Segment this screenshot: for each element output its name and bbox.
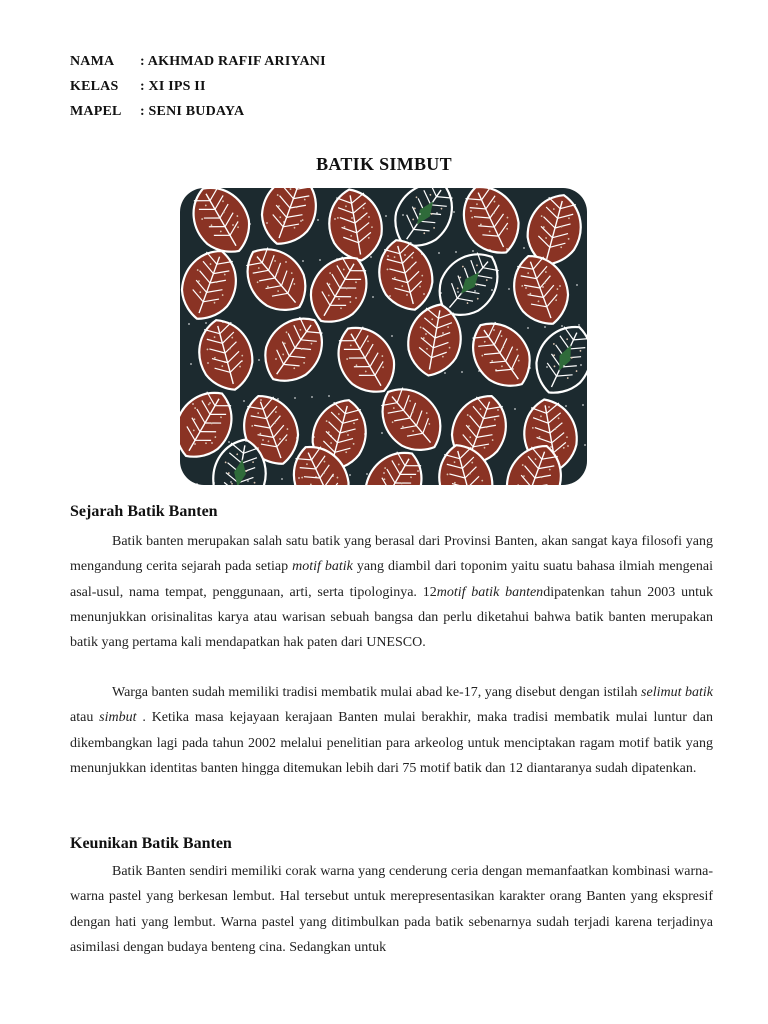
info-label: MAPEL	[70, 104, 122, 119]
batik-dot	[550, 446, 552, 448]
info-value: : XI IPS II	[140, 79, 206, 94]
text-run: yang diambil dari toponim yaitu suatu bahasa ilmiah mengenai asal-usul, nama tempat, penggunaan, arti, serta tipologinya. 12	[70, 559, 713, 600]
batik-dot	[213, 482, 215, 484]
batik-dot	[209, 402, 211, 404]
batik-dot	[436, 212, 438, 214]
batik-dot	[222, 321, 224, 323]
batik-dot	[489, 249, 491, 251]
document-title: BATIK SIMBUT	[316, 154, 452, 174]
batik-dot	[260, 399, 262, 401]
batik-dot	[277, 398, 279, 400]
batik-dot	[389, 295, 391, 297]
batik-leaf-motif	[452, 188, 529, 263]
batik-dot	[336, 258, 338, 260]
italic-term: simbut	[99, 710, 137, 726]
batik-dot	[334, 218, 336, 220]
batik-dot	[368, 216, 370, 218]
batik-dot	[196, 483, 198, 485]
batik-dot	[194, 443, 196, 445]
paragraph-history-1	[70, 529, 713, 655]
batik-dot	[444, 372, 446, 374]
text-run: dipatenkan tahun 2003 untuk menunjukkan orisinalitas karya atau warisan sebuah bangsa dan perlu diketahui bahwa batik banten merupakan batik yang pertama kali mendapatkan hak paten dari UNESCO.	[70, 584, 713, 651]
batik-dot	[330, 435, 332, 437]
batik-dot	[470, 210, 472, 212]
batik-dot	[459, 331, 461, 333]
batik-dot	[584, 444, 586, 446]
batik-dot	[478, 370, 480, 372]
batik-dot	[249, 223, 251, 225]
batik-dot	[402, 214, 404, 216]
batik-dot	[559, 285, 561, 287]
batik-leaf-motif	[180, 242, 246, 327]
batik-dot	[245, 440, 247, 442]
batik-dot	[423, 293, 425, 295]
info-label: NAMA	[70, 54, 115, 69]
batik-dot	[243, 400, 245, 402]
batik-dot	[495, 369, 497, 371]
batik-dot	[455, 251, 457, 253]
batik-dot	[544, 326, 546, 328]
batik-dot	[228, 441, 230, 443]
batik-dot	[355, 297, 357, 299]
batik-dot	[529, 367, 531, 369]
batik-dot	[372, 296, 374, 298]
batik-dot	[232, 224, 234, 226]
batik-leaf-motif	[459, 310, 543, 399]
batik-dot	[281, 478, 283, 480]
batik-dot	[338, 298, 340, 300]
batik-dot	[347, 434, 349, 436]
batik-dot	[262, 439, 264, 441]
batik-leaf-motif	[525, 316, 587, 403]
batik-dot	[313, 436, 315, 438]
info-label: KELAS	[70, 79, 119, 94]
batik-dot	[349, 474, 351, 476]
batik-dot	[294, 397, 296, 399]
batik-dot	[264, 479, 266, 481]
batik-dot	[491, 289, 493, 291]
batik-dot	[279, 438, 281, 440]
batik-dot	[512, 368, 514, 370]
section-heading-uniqueness: Keunikan Batik Banten	[70, 835, 232, 852]
batik-dot	[190, 363, 192, 365]
batik-dot	[508, 288, 510, 290]
batik-dot	[565, 405, 567, 407]
batik-dot	[580, 364, 582, 366]
batik-dot	[514, 408, 516, 410]
batik-dot	[385, 215, 387, 217]
text-run: atau	[70, 710, 100, 726]
batik-dot	[497, 409, 499, 411]
batik-dot	[241, 360, 243, 362]
text-run: Batik Banten sendiri memiliki corak warna yang cenderung ceria dengan memanfaatkan kombinasi warna-warna pastel yang berkesan lembut. Hal tersebut untuk merepresentasikan karakter orang Banten yang ekspresif dengan hati yang lembut. Warna pastel yang ditimbulkan pada batik sebenarnya sudah terjadi karena terjadinya asimilasi dengan budaya benteng cina. Sedangkan untuk	[70, 864, 713, 955]
batik-dot	[300, 220, 302, 222]
batik-simbut-image	[180, 188, 587, 485]
batik-leaf-motif	[253, 188, 326, 253]
batik-dot	[531, 407, 533, 409]
info-value: : SENI BUDAYA	[140, 104, 245, 119]
paragraph-uniqueness-1	[70, 859, 713, 960]
batik-dot	[417, 470, 419, 472]
italic-term: selimut batik	[641, 685, 713, 700]
batik-dot	[351, 217, 353, 219]
batik-dot	[421, 253, 423, 255]
batik-dot	[180, 188, 181, 189]
batik-dot	[298, 477, 300, 479]
info-value: : AKHMAD RAFIF ARIYANI	[140, 54, 326, 69]
batik-dot	[567, 445, 569, 447]
batik-dot	[476, 330, 478, 332]
batik-dot	[247, 480, 249, 482]
batik-dot	[370, 256, 372, 258]
batik-dot	[438, 252, 440, 254]
batik-dot	[364, 433, 366, 435]
text-run: Batik banten merupakan salah satu batik yang berasal dari Provinsi Banten, akan sangat kaya filosofi yang mengandung cerita sejarah pada setiap	[70, 534, 713, 575]
batik-dot	[493, 329, 495, 331]
batik-dot	[302, 260, 304, 262]
batik-dot	[353, 257, 355, 259]
batik-dot	[425, 333, 427, 335]
batik-leaf-motif	[191, 313, 260, 396]
batik-dot	[548, 406, 550, 408]
italic-term: motif batik banten	[436, 584, 544, 600]
batik-dot	[266, 222, 268, 224]
batik-dot	[275, 358, 277, 360]
info-row-name	[70, 52, 326, 77]
batik-dot	[582, 404, 584, 406]
batik-dot	[440, 292, 442, 294]
batik-dot	[311, 396, 313, 398]
batik-dot	[400, 471, 402, 473]
batik-dot	[366, 473, 368, 475]
batik-dot	[285, 261, 287, 263]
batik-dot	[419, 213, 421, 215]
batik-dot	[332, 475, 334, 477]
batik-dot	[188, 323, 190, 325]
batik-leaf-motif	[371, 233, 440, 316]
batik-dot	[542, 286, 544, 288]
batik-dot	[315, 476, 317, 478]
batik-pattern-illustration	[180, 188, 587, 485]
student-info	[70, 52, 326, 127]
batik-leaf-motif	[324, 188, 388, 265]
batik-dot	[506, 248, 508, 250]
batik-dot	[457, 291, 459, 293]
batik-dot	[461, 371, 463, 373]
batik-dot	[474, 290, 476, 292]
batik-dot	[546, 366, 548, 368]
batik-dot	[453, 211, 455, 213]
batik-dot	[319, 259, 321, 261]
batik-dot	[207, 362, 209, 364]
text-run: . Ketika masa kejayaan kerajaan Banten mulai berakhir, maka tradisi membatik mulai luntur dan dikembangkan lagi pada tahun 2002 melalui penelitian para arkeolog untuk menciptakan ragam motif batik yang menunjukkan identitas banten hingga ditemukan lebih dari 75 motif batik dan 12 diantaranya sudah dipatenkan.	[70, 710, 713, 776]
italic-term: motif batik	[292, 559, 353, 575]
batik-dot	[387, 255, 389, 257]
batik-dot	[258, 359, 260, 361]
batik-dot	[561, 325, 563, 327]
section-heading-history: Sejarah Batik Banten	[70, 503, 218, 520]
batik-dot	[226, 401, 228, 403]
batik-dot	[576, 284, 578, 286]
batik-dot	[472, 250, 474, 252]
batik-leaf-motif	[504, 247, 577, 332]
batik-dot	[383, 472, 385, 474]
batik-dot	[525, 287, 527, 289]
batik-dot	[404, 254, 406, 256]
batik-dot	[442, 332, 444, 334]
batik-dot	[317, 219, 319, 221]
batik-leaf-motif	[233, 235, 319, 323]
batik-dot	[510, 328, 512, 330]
batik-dot	[381, 432, 383, 434]
text-run: Warga banten sudah memiliki tradisi membatik mulai abad ke-17, yang disebut dengan istilah	[112, 685, 642, 700]
info-row-class	[70, 77, 326, 102]
batik-dot	[205, 322, 207, 324]
batik-dot	[408, 334, 410, 336]
batik-dot	[523, 247, 525, 249]
batik-dot	[211, 442, 213, 444]
batik-dot	[230, 481, 232, 483]
batik-dot	[224, 361, 226, 363]
batik-dot	[328, 395, 330, 397]
batik-dot	[391, 335, 393, 337]
paragraph-history-2	[70, 680, 713, 781]
batik-dot	[296, 437, 298, 439]
batik-dot	[406, 294, 408, 296]
batik-dot	[578, 324, 580, 326]
batik-dot	[283, 221, 285, 223]
info-row-subject	[70, 102, 326, 127]
batik-dot	[192, 403, 194, 405]
batik-dot	[527, 327, 529, 329]
batik-dot	[563, 365, 565, 367]
